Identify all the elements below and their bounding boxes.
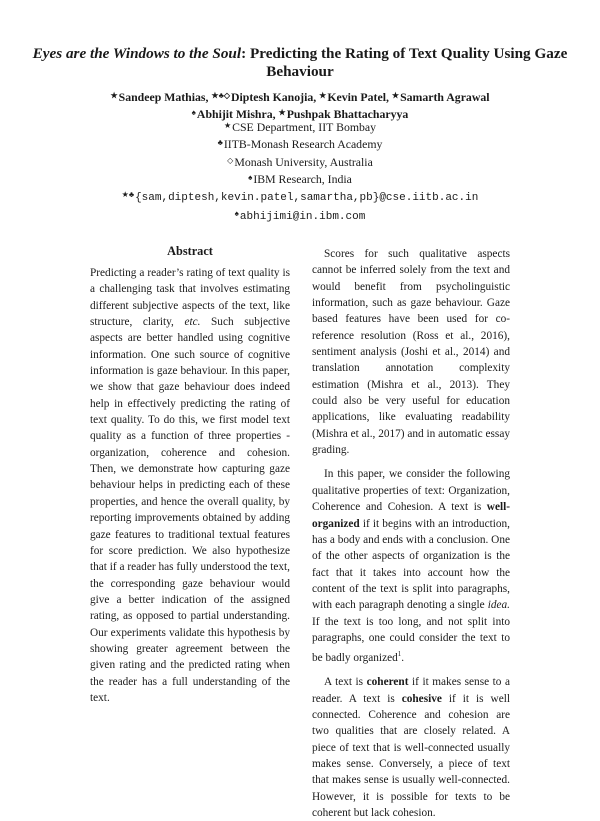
body-paragraph-1: Scores for such qualitative aspects cannot be inferred solely from the text and would benefit from psycholinguistic information, such as gaze behaviour. Gaze based features have been used for co-reference resolution (Ross et al., 2016), sentiment analysis (Joshi et al., 2014) and translation annotation complexity estimation (Mishra et al., 2013). They could also be very useful for education applications, like evaluating readability (Mishra et al., 2017) and in automatic essay grading. xyxy=(312,248,510,457)
author-1: Sandeep Mathias, xyxy=(118,90,209,104)
body-paragraph-3: A text is coherent if it makes sense to a reader. A text is cohesive if it is well connected. Coherence and cohesion are two qualities that are closely related. A piece of text that is well-connected usually makes sense. Conversely, a piece of text that makes sense is usually well-connected. However, it is possible for texts to be coherent but lack cohesion. xyxy=(312,676,510,820)
author-2: Diptesh Kanojia, xyxy=(230,90,317,104)
author-5: Abhijit Mishra, xyxy=(196,107,276,121)
paper-title xyxy=(0,45,600,81)
body-text xyxy=(312,246,510,821)
body-paragraph-2: In this paper, we consider the following qualitative properties of text: Organization, Coherence and Cohesion. A text is well-organized if it begins with an introduction, has a body and ends with a conclusion. One of the other aspects of organization is the fact that it takes into account how the content of the text is split into paragraphs, with each paragraph denoting a single idea. If the text is too long, and not split into paragraphs, one could consider the text to be badly organized$^1$. xyxy=(312,468,510,665)
affil-iitb-monash: IITB-Monash Research Academy xyxy=(223,137,383,152)
author-line-1: ★Sandeep Mathias, ★♣◇Diptesh Kanojia, ★Kevin Patel, ★Samarth Agrawal xyxy=(110,90,490,104)
footnote-mark: 1 xyxy=(397,650,402,659)
author-line-2: ♠Abhijit Mishra, ★Pushpak Bhattacharyya xyxy=(191,107,409,121)
email-1: {sam,diptesh,kevin.patel,samartha,pb}@cse.iitb.ac.in xyxy=(135,192,479,205)
author-6: Pushpak Bhattacharyya xyxy=(286,107,409,121)
affil-ibm: IBM Research, India xyxy=(253,171,352,186)
title-rest: : Predicting the Rating of Text Quality Using Gaze Behaviour xyxy=(241,45,568,80)
author-3: Kevin Patel, xyxy=(327,90,389,104)
affiliations: ★CSE Department, IIT Bombay ♣IITB-Monash Research Academy ◇Monash University, Australia ♠IBM Research, India ★♣{sam,diptesh,kevin.patel,samartha,pb}@cse.iitb.ac.in ♠abhijimi@in.ibm.com xyxy=(121,120,479,224)
abstract-heading: Abstract xyxy=(167,244,213,258)
email-2: abhijimi@in.ibm.com xyxy=(239,211,366,224)
author-list xyxy=(0,88,600,122)
affil-cse: CSE Department, IIT Bombay xyxy=(232,120,377,134)
affil-monash: Monash University, Australia xyxy=(234,154,373,169)
abstract-text: Predicting a reader’s rating of text quality is a challenging task that involves estimating different subjective aspects of the text, like structure, clarity, etc. Such subjective aspects are better handled using cognitive information. One such source of cognitive information is gaze behaviour. In this paper, we show that gaze behaviour does indeed help in effectively predicting the rating of text quality. To do this, we first model text quality as a function of three properties - organization, coherence and cohesion. Then, we demonstrate how capturing gaze behaviour helps in predicting each of these properties, and hence the overall quality, by reporting improvements obtained by adding gaze features to traditional textual features for score prediction. We also hypothesize that if a reader has fully understood the text, the corresponding gaze behaviour would give a better indication of the assigned rating, as opposed to partial understanding. Our experiments validate this hypothesis by showing greater agreement between the given rating and the predicted rating when the reader has a full understanding of the text. xyxy=(90,267,290,704)
title-italic: Eyes are the Windows to the Soul xyxy=(32,45,242,62)
author-4: Samarth Agrawal xyxy=(400,90,490,104)
